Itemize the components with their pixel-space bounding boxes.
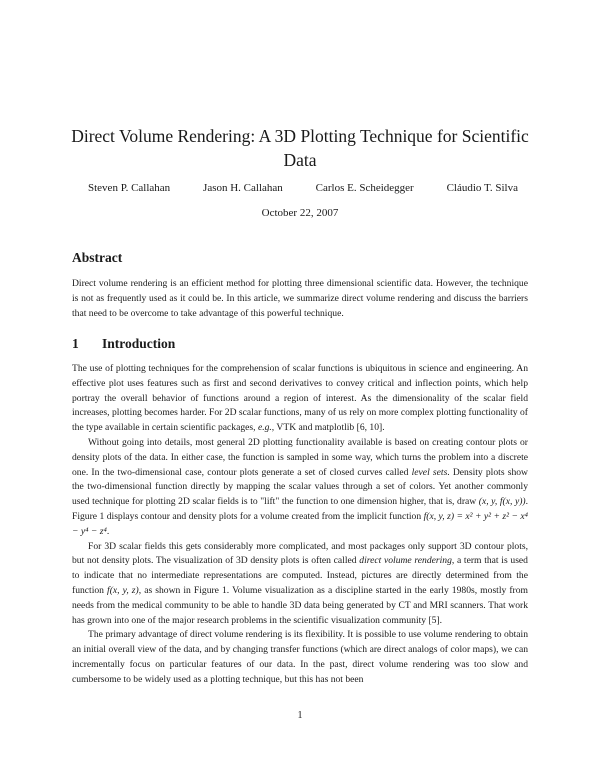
inline-math: f(x, y, z) = x² + y² + z² − x⁴ − y⁴ − z⁴: [72, 510, 528, 537]
paragraph-2: Without going into details, most general 2D plotting functionality available is based on creating contour plots or density plots of the data. In either case, the function is sampled in some way, which turns the problem into a discrete one. In the two-dimensional case, contour plots generate a set of closed curves called level sets. Density plots show the two-dimensional function directly by mapping the scalar values through a set of colors. Yet another commonly used technique for plotting 2D scalar fields is to "lift" the function to one dimension higher, that is, draw (x, y, f(x, y)). Figure 1 displays contour and density plots for a volume created from the implicit function f(x, y, z) = x² + y² + z² − x⁴ − y⁴ − z⁴.: [72, 436, 529, 537]
paper-date: October 22, 2007: [261, 207, 339, 219]
inline-math: (x, y, f(x, y)): [478, 496, 526, 508]
paper-title: Direct Volume Rendering: A 3D Plotting Technique for Scientific Data: [71, 126, 529, 170]
page-number: 1: [297, 710, 303, 721]
section-body: [72, 362, 528, 688]
author-name: Jason H. Callahan: [203, 182, 283, 194]
author-list: [60, 181, 540, 195]
abstract-text: Direct volume rendering is an efficient method for plotting three dimensional scientific data. However, the technique is not as frequently used as it could be. In this article, we summarize direct volume rendering and discuss the barriers that need to be overcome to take advantage of this powerful technique.: [72, 278, 528, 319]
author-name: Cláudio T. Silva: [446, 182, 518, 194]
author-name: Carlos E. Scheidegger: [315, 182, 414, 194]
paragraph-4: The primary advantage of direct volume rendering is its flexibility. It is possible to use volume rendering to obtain an initial overall view of the data, and by changing transfer functions (which are direct analogs of color maps), we can incrementally focus on particular features of our data. In the past, direct volume rendering was too slow and cumbersome to be widely used as a plotting technique, but this has not been: [72, 629, 528, 685]
section-heading-introduction: [72, 336, 175, 352]
author-name: Steven P. Callahan: [88, 182, 171, 194]
paragraph-3: For 3D scalar fields this gets considerably more complicated, and most packages only support 3D contour plots, but not density plots. The visualization of 3D density plots is often called direct volume rendering, a term that is used to indicate that no intermediate representations are computed. Instead, pictures are directly determined from the function f(x, y, z), as shown in Figure 1. Volume visualization as a discipline started in the early 1980s, mostly from needs from the medical community to be able to handle 3D data being generated by CT and MRI scanners. That work has grown into one of the major research problems in the scientific visualization community [5].: [72, 540, 529, 626]
abstract-heading: Abstract: [72, 250, 123, 265]
inline-math: f(x, y, z): [107, 584, 139, 596]
section-number: 1: [72, 336, 79, 351]
paragraph-1: The use of plotting techniques for the comprehension of scalar functions is ubiquitous in science and engineering. An effective plot uses features such as first and second derivatives to convey critical and inflection points, which help portray the overall behavior of functions around a region of interest. As the dimensionality of the scalar field increases, plotting becomes harder. For 2D scalar functions, many of us rely on more complex plotting functionality of the type available in certain scientific packages, e.g., VTK and matplotlib [6, 10].: [72, 363, 528, 434]
section-title: Introduction: [102, 336, 176, 351]
